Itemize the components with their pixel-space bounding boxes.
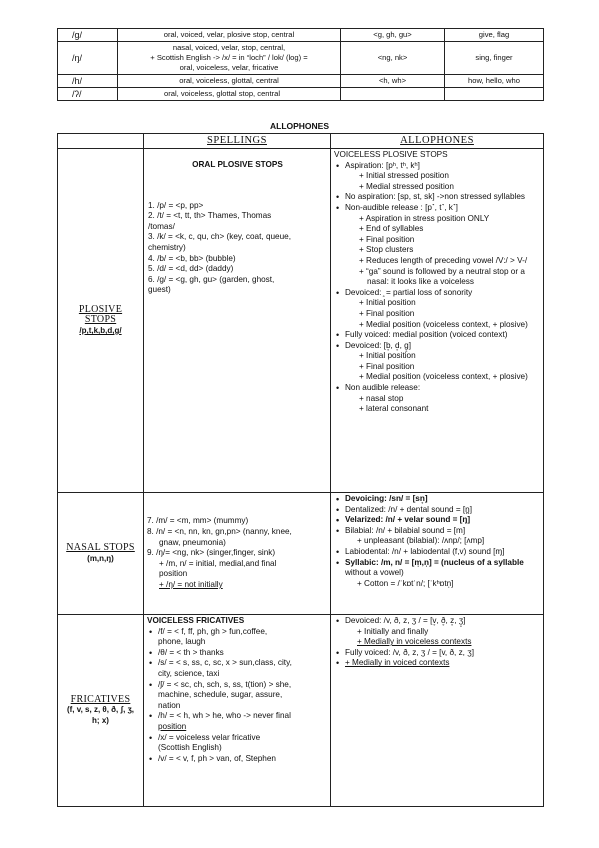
spelling-item: /tomas/: [148, 221, 175, 231]
allophone-item: • Fully voiced: medial position (voiced context): [345, 330, 540, 341]
allophone-item: • Bilabial: /n/ + bilabial sound = [m] + unpleasant (bilabial): /ʌnp/; [ʌmp]: [345, 526, 540, 547]
spelling-item: position: [159, 569, 188, 579]
spelling-item: • /v/ = < v, f, ph > van, of, Stephen: [158, 754, 327, 765]
spelling-item: + /m, n/ = initial, medial,and final: [159, 558, 277, 568]
fricatives-spellings: [144, 615, 331, 807]
phoneme-symbol: /ʔ/: [58, 88, 118, 101]
category-name: PLOSIVE: [78, 303, 123, 315]
fricatives-allophones: [331, 615, 544, 807]
allophones-title: ALLOPHONES: [269, 121, 330, 131]
allophone-item: • Velarized: /n/ + velar sound = [ŋ]: [345, 515, 540, 526]
spelling-item: • /x/ = voiceless velar fricative (Scottish English): [158, 733, 327, 754]
nasals-row: [58, 493, 544, 615]
phoneme-symbol: /h/: [58, 75, 118, 88]
description-line: + Scottish English -> /x/ = in “loch” / lok/ (log) =: [150, 53, 308, 62]
spellings-title: ORAL PLOSIVE STOPS: [192, 160, 283, 169]
phoneme-spellings: <h, wh>: [341, 75, 445, 88]
spelling-item: • /θ/ = < th > thanks: [158, 648, 327, 659]
spellings-list: [148, 201, 327, 296]
allophone-item: • Devoiced: [b̥, d̥, g̥] + Initial position + Final position + Medial position (voiceless context, + plosive): [345, 341, 540, 383]
phoneme-examples: give, flag: [445, 29, 544, 42]
spelling-item: chemistry): [148, 242, 186, 252]
spelling-item: • /f/ = < f, ff, ph, gh > fun,coffee, phone, laugh: [158, 627, 327, 648]
phoneme-spellings: [341, 88, 445, 101]
allophone-item: • + Medially in voiced contexts: [345, 658, 540, 669]
description-line: oral, voiceless, velar, fricative: [179, 63, 279, 72]
phoneme-symbol: /ŋ/: [58, 42, 118, 75]
phoneme-description: oral, voiced, velar, plosive stop, central: [118, 29, 341, 42]
plosives-spellings: [144, 149, 331, 493]
category-symbols: (f, v, s, z, θ, ð, ʃ, ʒ,: [66, 705, 135, 715]
phoneme-spellings: <ng, nk>: [341, 42, 445, 75]
phoneme-row-g: [58, 29, 544, 42]
category-name: FRICATIVES: [70, 693, 131, 705]
allophone-list: [334, 616, 540, 669]
phoneme-row-glottal: [58, 88, 544, 101]
nasals-allophones: [331, 493, 544, 615]
phoneme-examples: sing, finger: [445, 42, 544, 75]
allophone-item: • Dentalized: /n/ + dental sound = [n̪]: [345, 505, 540, 516]
spelling-item: 6. /g/ = <g, gh, gu> (garden, ghost,: [148, 274, 275, 284]
spellings-title: VOICELESS FRICATIVES: [147, 616, 245, 625]
spelling-item: 9. /ŋ/= <ng, nk> (singer,finger, sink): [147, 548, 276, 558]
phoneme-table: [57, 28, 544, 101]
spelling-item: • /h/ = < h, wh > he, who -> never final position: [158, 711, 327, 732]
spelling-item: 8. /n/ = <n, nn, kn, gn,pn> (nanny, knee,: [147, 527, 292, 537]
allophones-title: VOICELESS PLOSIVE STOPS: [334, 150, 448, 159]
allophone-item: • Devoiced: ̥ = partial loss of sonority + Initial position + Final position + Medial position (voiceless context, + plosive): [345, 288, 540, 330]
category-name: NASAL STOPS: [66, 541, 135, 553]
fricatives-row: [58, 615, 544, 807]
header-allophones: ALLOPHONES: [331, 134, 544, 149]
header-row: [58, 134, 544, 149]
spelling-item: • /ʃ/ = < sc, ch, sch, s, ss, t(tion) > she, machine, schedule, sugar, assure, nation: [158, 680, 327, 712]
plosives-category: [58, 149, 144, 493]
phoneme-row-h: [58, 75, 544, 88]
spelling-item: 3. /k/ = <k, c, qu, ch> (key, coat, queue,: [148, 232, 291, 242]
spelling-item: 1. /p/ = <p, pp>: [148, 200, 204, 210]
phoneme-description: oral, voiceless, glottal stop, central: [118, 88, 341, 101]
header-spellings: SPELLINGS: [144, 134, 331, 149]
allophone-item: • No aspiration: [sp, st, sk] ->non stressed syllables: [345, 192, 540, 203]
phoneme-examples: how, hello, who: [445, 75, 544, 88]
spelling-item: 4. /b/ = <b, bb> (bubble): [148, 253, 236, 263]
allophones-table: [57, 133, 544, 807]
phoneme-description: oral, voiceless, glottal, central: [118, 75, 341, 88]
spelling-item: + /ŋ/ = not initially: [159, 579, 223, 589]
allophone-item: • Aspiration: [pʰ, tʰ, kʰ] + Initial stressed position + Medial stressed position: [345, 161, 540, 193]
spelling-item: 2. /t/ = <t, tt, th> Thames, Thomas: [148, 211, 272, 221]
spelling-item: guest): [148, 285, 171, 295]
spelling-item: • /s/ = < s, ss, c, sc, x > sun,class, city, city, science, taxi: [158, 658, 327, 679]
spelling-item: gnaw, pneumonia): [159, 537, 226, 547]
plosives-row: [58, 149, 544, 493]
description-line: nasal, voiced, velar, stop, central,: [172, 43, 286, 52]
allophone-item: • Labiodental: /n/ + labiodental (f,v) sound [ɱ]: [345, 547, 540, 558]
allophone-item: • Syllabic: /m, n/ = [m̩,n̩] = (nucleus of a syllable without a vowel) + Cotton = /ˈkɒtˈn/; [ˈkʰɒtn̩]: [345, 558, 540, 590]
allophone-list: [334, 161, 540, 415]
allophone-list: [334, 494, 540, 589]
phoneme-symbol: /g/: [58, 29, 118, 42]
phoneme-examples: [445, 88, 544, 101]
nasals-spellings: [144, 493, 331, 615]
fricatives-category: [58, 615, 144, 807]
spellings-list: [147, 627, 327, 765]
category-symbols: (m,n,ŋ): [87, 553, 114, 563]
phoneme-description: [118, 42, 341, 75]
nasals-category: [58, 493, 144, 615]
category-symbols: h; x): [92, 715, 109, 725]
spelling-item: 5. /d/ = <d, dd> (daddy): [148, 264, 234, 274]
phoneme-row-eng: [58, 42, 544, 75]
allophone-item: • Non-audible release : [p˺, t˺, k˺] + Aspiration in stress position ONLY + End of syllables + Final position + Stop clusters + Reduces length of preceding vowel /V:/ > V-/ + “ga” sound is followed by a neutral stop or a nasal: it looks like a voiceless: [345, 203, 540, 288]
spelling-item: 7. /m/ = <m, mm> (mummy): [147, 516, 249, 526]
phoneme-spellings: <g, gh, gu>: [341, 29, 445, 42]
allophone-item: • Devoicing: /sn/ = [sn̥]: [345, 494, 540, 505]
allophone-item: • Devoiced: /v, ð, z, ʒ / = [v̥, ð̥, z̥, ʒ̥] + Initially and finally + Medially in voiceless contexts: [345, 616, 540, 648]
category-name: STOPS: [84, 314, 117, 326]
allophone-item: • Non audible release: + nasal stop + lateral consonant: [345, 383, 540, 415]
header-empty: [58, 134, 144, 149]
allophone-item: • Fully voiced: /v, ð, z, ʒ / = [v, ð, z, ʒ]: [345, 648, 540, 659]
category-symbols: /p,t,k,b,d,g/: [79, 325, 122, 335]
plosives-allophones: [331, 149, 544, 493]
